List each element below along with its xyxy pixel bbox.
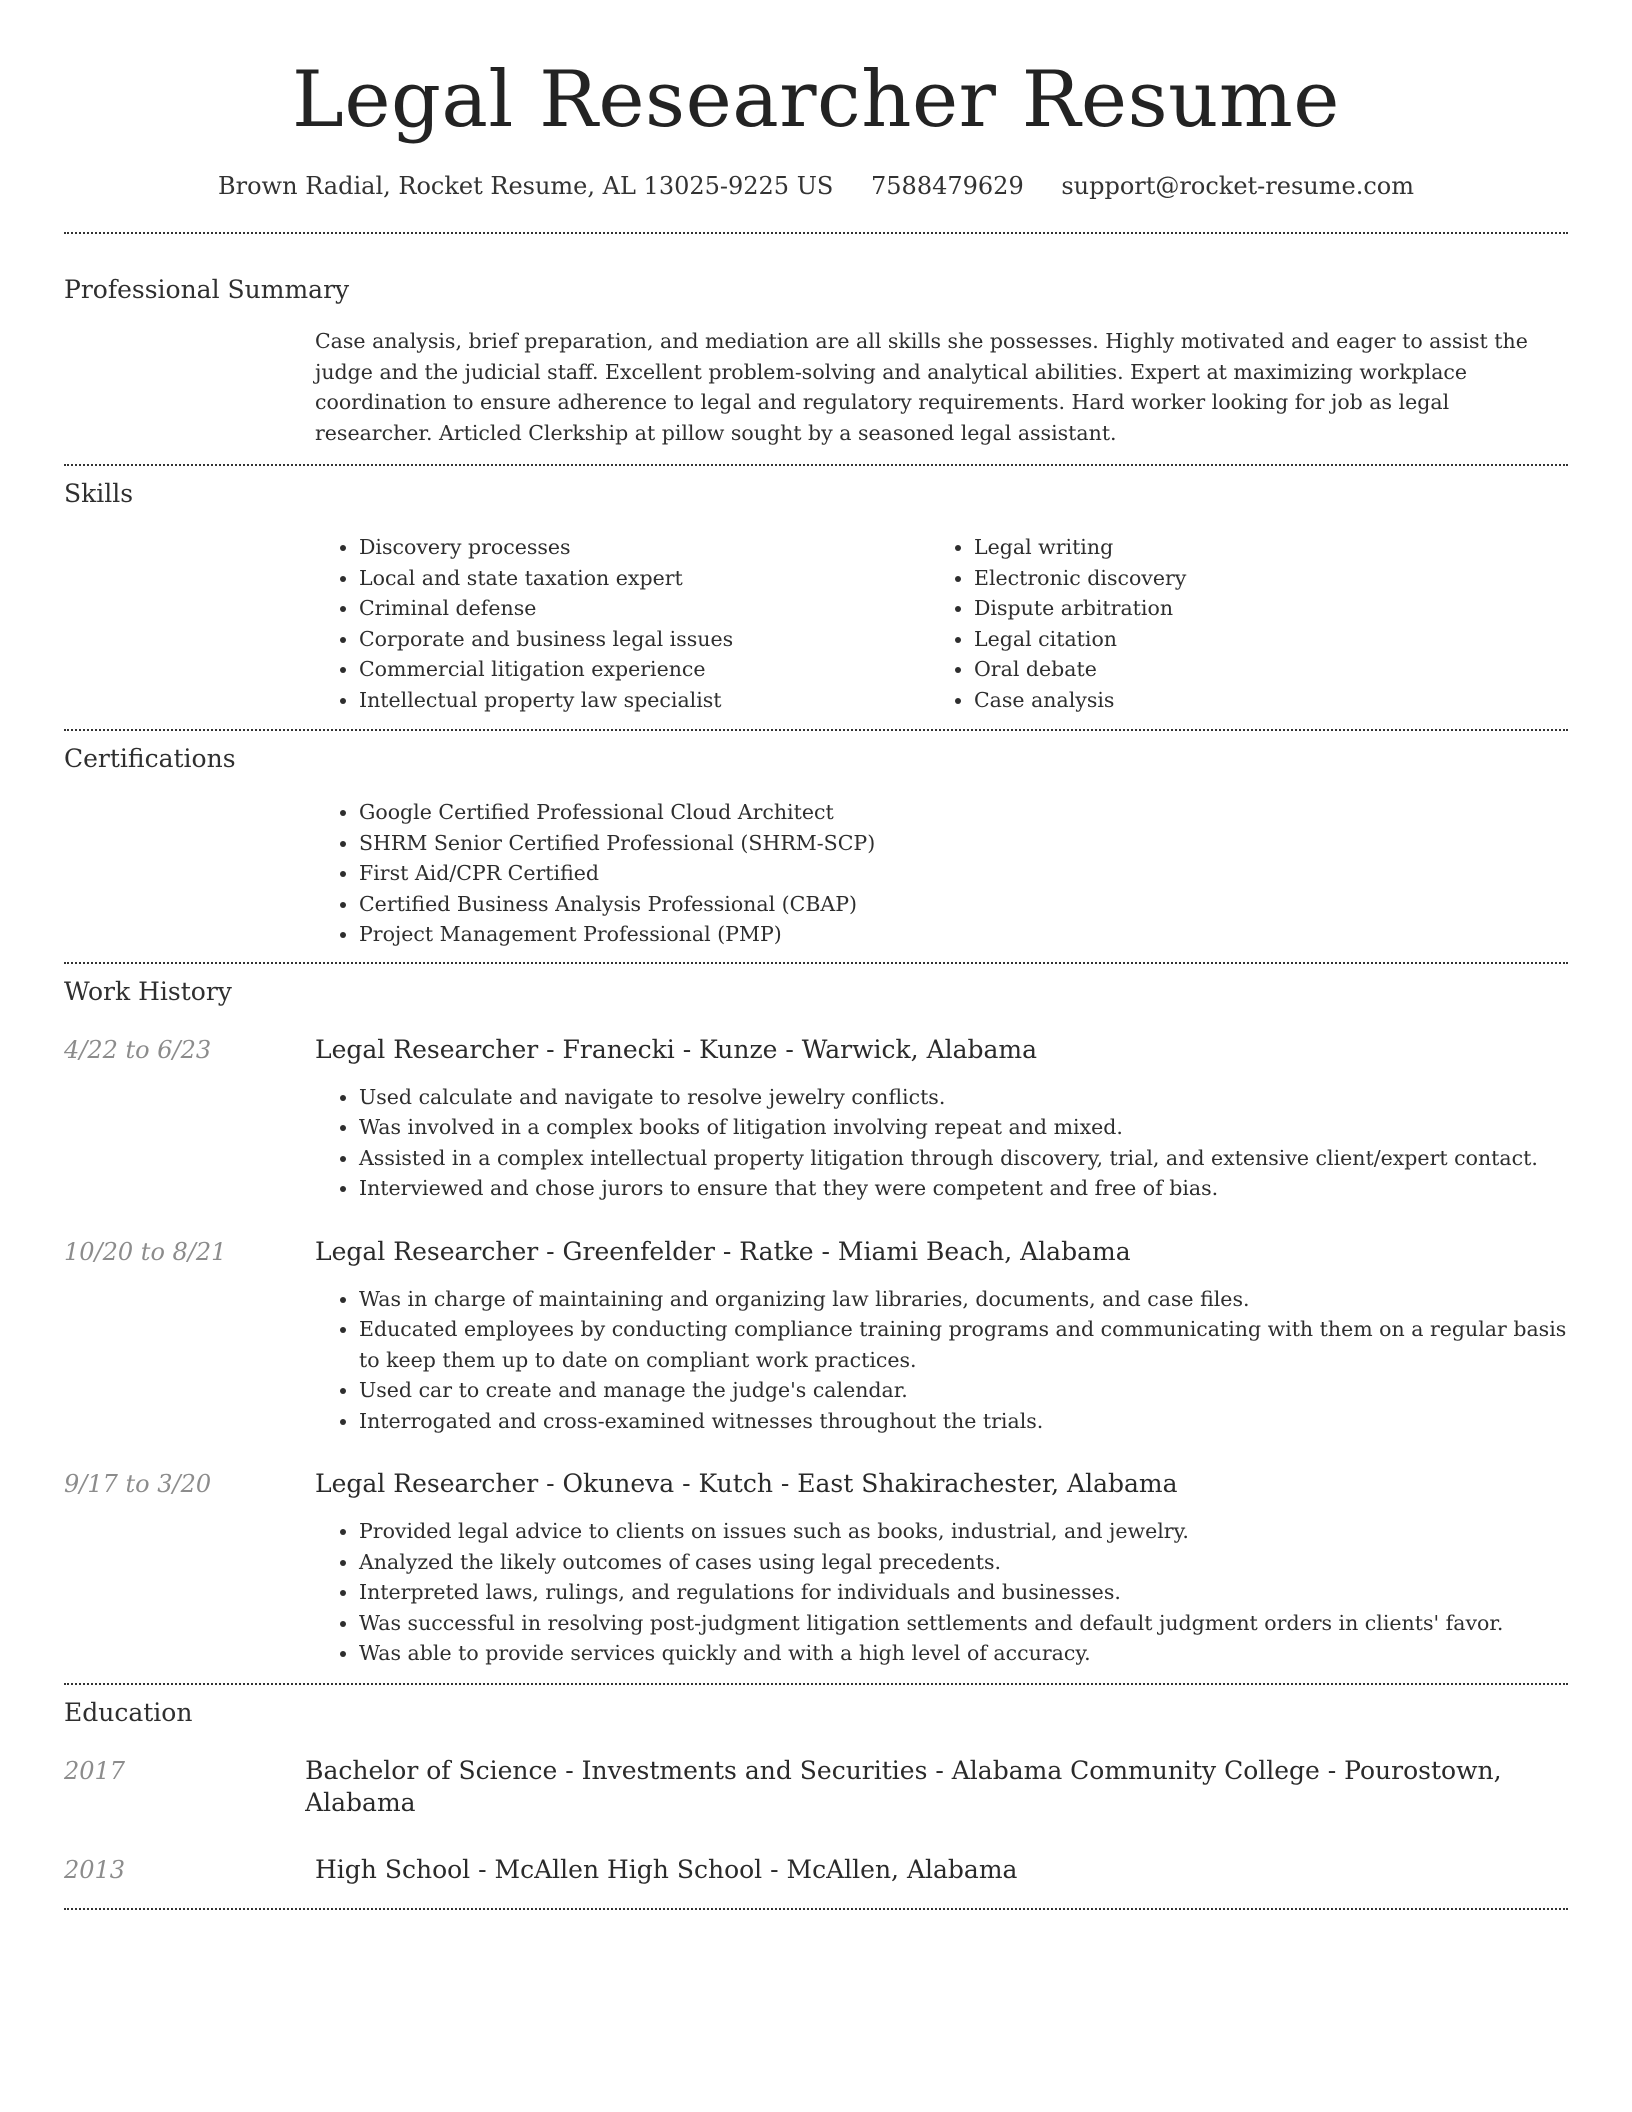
resume-title: Legal Researcher Resume xyxy=(292,55,1340,145)
job-bullet: • Interviewed and chose jurors to ensure that they were competent and free of bias. xyxy=(359,1173,1568,1204)
job-dates: 4/22 to 6/23 xyxy=(64,1035,212,1064)
job-header xyxy=(64,1468,1568,1500)
job-bullet: • Interpreted laws, rulings, and regulations for individuals and businesses. xyxy=(359,1577,1568,1608)
contact-email: support@rocket-resume.com xyxy=(1061,172,1414,200)
skill-item: • Intellectual property law specialist xyxy=(359,685,930,716)
job-title: Legal Researcher - Franecki - Kunze - Warwick, Alabama xyxy=(315,1034,1038,1064)
skill-item: • Legal writing xyxy=(974,532,1545,563)
job-bullet: • Was able to provide services quickly and with a high level of accuracy. xyxy=(359,1638,1568,1669)
certifications-heading: Certifications xyxy=(64,744,236,773)
skills-list-right xyxy=(930,532,1545,715)
skill-item: • Local and state taxation expert xyxy=(359,563,930,594)
job-bullet: • Analyzed the likely outcomes of cases using legal precedents. xyxy=(359,1547,1568,1578)
job-bullet: • Provided legal advice to clients on issues such as books, industrial, and jewelry. xyxy=(359,1516,1568,1547)
job-entry xyxy=(64,1236,1568,1437)
skill-item: • Criminal defense xyxy=(359,593,930,624)
job-dates: 9/17 to 3/20 xyxy=(64,1470,212,1498)
skills-grid xyxy=(315,532,1568,715)
skills-section xyxy=(64,466,1568,715)
job-header xyxy=(64,1034,1568,1066)
education-detail: Bachelor of Science - Investments and Securities - Alabama Community College - Pourostown, Alabama xyxy=(305,1755,1502,1817)
education-year: 2013 xyxy=(64,1855,126,1884)
skills-column-left xyxy=(315,532,930,715)
certifications-block xyxy=(315,797,1568,950)
skill-item: • Dispute arbitration xyxy=(974,593,1545,624)
section-divider xyxy=(64,1908,1568,1910)
work-history-heading: Work History xyxy=(64,976,232,1006)
job-title: Legal Researcher - Okuneva - Kutch - East Shakirachester, Alabama xyxy=(315,1469,1178,1498)
skill-item: • Corporate and business legal issues xyxy=(359,624,930,655)
job-title: Legal Researcher - Greenfelder - Ratke - Miami Beach, Alabama xyxy=(315,1236,1131,1266)
certification-item: • Google Certified Professional Cloud Architect xyxy=(359,797,1568,828)
job-dates: 10/20 to 8/21 xyxy=(64,1237,227,1266)
job-bullets xyxy=(315,1516,1568,1669)
education-section xyxy=(64,1685,1568,1886)
skill-item: • Electronic discovery xyxy=(974,563,1545,594)
job-bullet: • Was successful in resolving post-judgment litigation settlements and default judgment orders in clients' favor. xyxy=(359,1608,1568,1639)
job-bullets xyxy=(315,1082,1568,1204)
job-bullet: • Educated employees by conducting compliance training programs and communicating with them on a regular basis to keep them up to date on compliant work practices. xyxy=(359,1314,1568,1375)
job-bullet: • Assisted in a complex intellectual property litigation through discovery, trial, and extensive client/expert contact. xyxy=(359,1143,1568,1174)
contact-address: Brown Radial, Rocket Resume, AL 13025-9225 US xyxy=(218,172,834,200)
skill-item: • Case analysis xyxy=(974,685,1545,716)
contact-line xyxy=(64,170,1568,202)
job-bullet: • Was in charge of maintaining and organizing law libraries, documents, and case files. xyxy=(359,1284,1568,1315)
summary-section xyxy=(64,234,1568,448)
job-header xyxy=(64,1236,1568,1268)
skills-heading: Skills xyxy=(64,479,134,508)
work-history-section xyxy=(64,964,1568,1669)
education-entry xyxy=(64,1854,1568,1886)
job-bullets xyxy=(315,1284,1568,1437)
contact-phone: 7588479629 xyxy=(871,172,1024,200)
education-heading: Education xyxy=(64,1697,193,1727)
job-bullet: • Interrogated and cross-examined witnesses throughout the trials. xyxy=(359,1406,1568,1437)
skill-item: • Oral debate xyxy=(974,654,1545,685)
skills-column-right xyxy=(930,532,1545,715)
certification-item: • Certified Business Analysis Professional (CBAP) xyxy=(359,889,1568,920)
summary-heading: Professional Summary xyxy=(64,275,350,304)
job-bullet: • Used calculate and navigate to resolve jewelry conflicts. xyxy=(359,1082,1568,1113)
job-entry xyxy=(64,1034,1568,1204)
job-bullet: • Used car to create and manage the judge's calendar. xyxy=(359,1375,1568,1406)
certifications-list xyxy=(315,797,1568,950)
skills-list-left xyxy=(315,532,930,715)
skill-item: • Commercial litigation experience xyxy=(359,654,930,685)
skill-item: • Discovery processes xyxy=(359,532,930,563)
job-bullet: • Was involved in a complex books of litigation involving repeat and mixed. xyxy=(359,1112,1568,1143)
education-entry xyxy=(64,1755,1568,1819)
skill-item: • Legal citation xyxy=(974,624,1545,655)
education-year: 2017 xyxy=(64,1756,126,1785)
certifications-section xyxy=(64,731,1568,950)
certification-item: • First Aid/CPR Certified xyxy=(359,858,1568,889)
job-entry xyxy=(64,1468,1568,1669)
resume-page xyxy=(64,0,1568,1910)
summary-text: Case analysis, brief preparation, and mediation are all skills she possesses. Highly motivated and eager to assist the judge and the judicial staff. Excellent problem-solving and analytical abilities. Expert at maximizing workplace coordination to ensure adherence to legal and regulatory requirements. Hard worker looking for job as legal researcher. Articled Clerkship at pillow sought by a seasoned legal assistant. xyxy=(315,329,1528,445)
certification-item: • SHRM Senior Certified Professional (SHRM-SCP) xyxy=(359,828,1568,859)
certification-item: • Project Management Professional (PMP) xyxy=(359,919,1568,950)
education-detail: High School - McAllen High School - McAllen, Alabama xyxy=(315,1854,1018,1884)
